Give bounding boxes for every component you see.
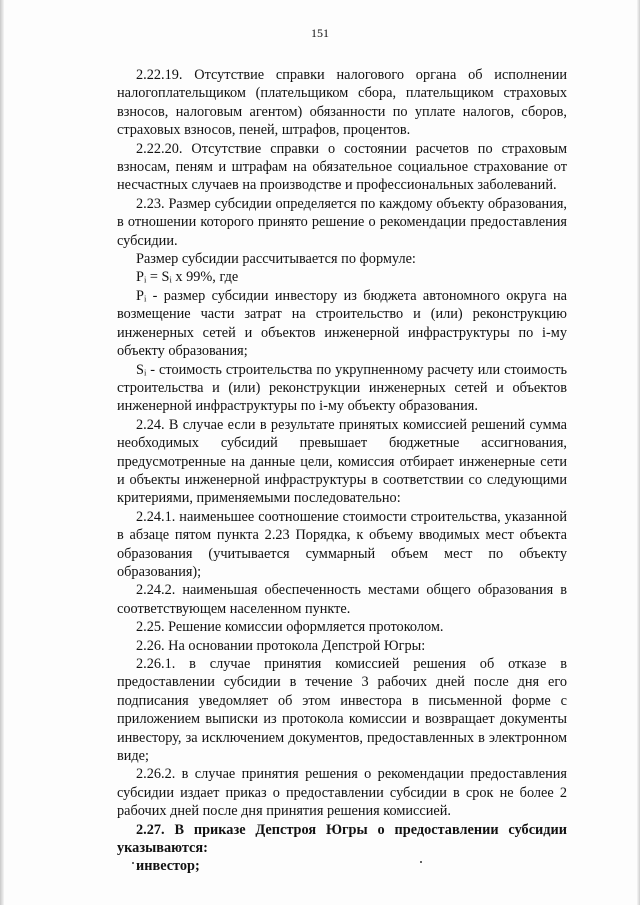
scan-speck (420, 861, 422, 863)
document-body (117, 66, 567, 876)
paragraph-2-24-2: 2.24.2. наименьшая обеспеченность местами общего образования в соответствующем населенном пункте. (117, 582, 567, 617)
list-item-investor: инвестор; (136, 858, 200, 875)
paragraph-2-25: 2.25. Решение комиссии оформляется протоколом. (136, 619, 444, 636)
paragraph-2-27: 2.27. В приказе Депстроя Югры о предоставлении субсидии указываются: (117, 821, 567, 857)
definition-s: Sᵢ - стоимость строительства по укрупненному расчету или стоимость строительства и (или) реконструкции инженерных сетей и объектов инженерной инфраструктуры по i-му объекту образования. (117, 361, 567, 415)
paragraph-2-24: 2.24. В случае если в результате принятых комиссией решений сумма необходимых субсидий превышает бюджетные ассигнования, предусмотренные на данные цели, комиссия отбирает инженерные сети и объекты инженерной инфраструктуры в соответствии со следующими критериями, применяемыми последовательно: (117, 416, 567, 507)
page-number: 151 (311, 26, 329, 40)
paragraph-2-24-1: 2.24.1. наименьшее соотношение стоимости строительства, указанной в абзаце пятом пункта 2.23 Порядка, к объему вводимых мест объекта образования (учитывается суммарный объем мест по объекту образования); (117, 508, 567, 580)
scan-speck (132, 862, 134, 864)
paragraph-2-22-20: 2.22.20. Отсутствие справки о состоянии расчетов по страховым взносам, пеням и штрафам на обязательное социальное страхование от несчастных случаев на производстве и профессиональных заболеваний. (117, 140, 567, 194)
paragraph-2-23: 2.23. Размер субсидии определяется по каждому объекту образования, в отношении которого принято решение о рекомендации предоставления субсидии. (117, 195, 567, 249)
formula-intro: Размер субсидии рассчитывается по формуле: (136, 251, 416, 268)
paragraph-2-26-2: 2.26.2. в случае принятия решения о рекомендации предоставления субсидии издает приказ о предоставлении субсидии в срок не более 2 рабочих дней после дня принятия решения комиссией. (117, 766, 567, 820)
paragraph-2-22-19: 2.22.19. Отсутствие справки налогового органа об исполнении налогоплательщиком (плательщиком сбора, плательщиком страховых взносов, налоговым агентом) обязанности по уплате налогов, сборов, страховых взносов, пеней, штрафов, процентов. (117, 67, 567, 139)
paragraph-2-26: 2.26. На основании протокола Депстрой Югры: (136, 637, 426, 654)
definition-p: Pᵢ - размер субсидии инвестору из бюджета автономного округа на возмещение части затрат на строительство и (или) реконструкцию инженерных сетей и объектов инженерной инфраструктуры по i-му объекту образования; (117, 287, 567, 360)
scan-edge-left (0, 0, 4, 905)
formula: Pᵢ = Sᵢ x 99%, где (136, 269, 239, 286)
paragraph-2-26-1: 2.26.1. в случае принятия комиссией решения об отказе в предоставлении субсидии в течение 3 рабочих дней после дня его подписания уведомляет об этом инвестора в письменной форме с приложением выписки из протокола комиссии и возвращает документы инвестору, за исключением документов, предоставленных в электронном виде; (117, 656, 567, 765)
